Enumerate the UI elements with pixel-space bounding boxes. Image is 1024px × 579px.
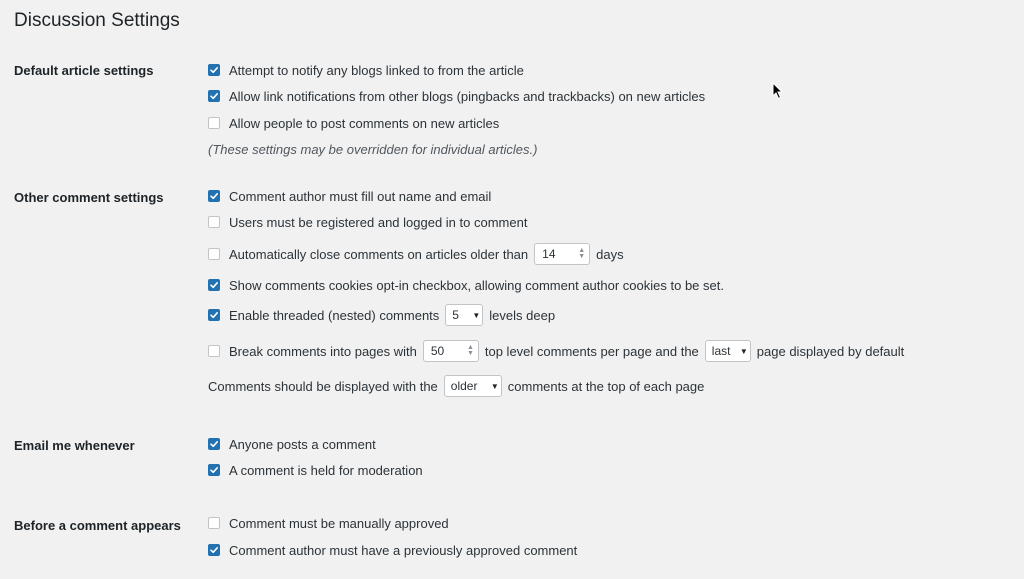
- paginate-page-value: last: [711, 344, 731, 358]
- anyone-posts-checkbox[interactable]: [208, 438, 220, 450]
- checkmark-icon: [209, 465, 219, 475]
- order-value: older: [450, 379, 478, 393]
- auto-close-days-input[interactable]: [534, 243, 590, 265]
- held-moderation-label: A comment is held for moderation: [229, 462, 423, 478]
- allow-comments-option[interactable]: [208, 112, 499, 134]
- checkmark-icon: [209, 191, 219, 201]
- paginate-page-select[interactable]: [705, 340, 751, 362]
- mouse-cursor-icon: [772, 82, 784, 100]
- held-moderation-checkbox[interactable]: [208, 464, 220, 476]
- paginate-count-input[interactable]: [423, 340, 479, 362]
- allow-pingbacks-checkbox[interactable]: [208, 90, 220, 102]
- threaded-checkbox[interactable]: [208, 309, 220, 321]
- section-label-before-appears: Before a comment appears: [14, 518, 181, 533]
- paginate-count-value: 50: [430, 344, 445, 358]
- allow-comments-checkbox[interactable]: [208, 117, 220, 129]
- threaded-label-before: Enable threaded (nested) comments: [229, 307, 440, 323]
- require-registration-checkbox[interactable]: [208, 216, 220, 228]
- anyone-posts-label: Anyone posts a comment: [229, 436, 376, 452]
- threaded-label-after: levels deep: [489, 307, 556, 323]
- checkmark-icon: [209, 280, 219, 290]
- require-registration-option[interactable]: [208, 211, 527, 233]
- order-label-after: comments at the top of each page: [507, 378, 705, 394]
- paginate-label-after: page displayed by default: [756, 343, 905, 359]
- order-option: [208, 375, 704, 397]
- checkmark-icon: [209, 91, 219, 101]
- auto-close-label-before: Automatically close comments on articles older than: [229, 246, 529, 262]
- stepper-icon[interactable]: ▲ ▼: [578, 247, 586, 260]
- held-moderation-option[interactable]: [208, 459, 423, 481]
- allow-comments-label: Allow people to post comments on new articles: [229, 115, 500, 131]
- paginate-option[interactable]: [208, 340, 904, 362]
- order-select[interactable]: [444, 375, 502, 397]
- notify-blogs-label: Attempt to notify any blogs linked to from the article: [229, 62, 524, 78]
- threaded-option[interactable]: [208, 304, 555, 326]
- paginate-label-before: Break comments into pages with: [229, 343, 417, 359]
- auto-close-option[interactable]: [208, 243, 624, 265]
- previously-approved-label: Comment author must have a previously approved comment: [229, 542, 578, 558]
- notify-blogs-checkbox[interactable]: [208, 64, 220, 76]
- page-title: Discussion Settings: [14, 10, 180, 31]
- section-label-default-article: Default article settings: [14, 63, 154, 78]
- threaded-depth-select[interactable]: [445, 304, 483, 326]
- manual-approval-checkbox[interactable]: [208, 517, 220, 529]
- require-name-email-checkbox[interactable]: [208, 190, 220, 202]
- paginate-checkbox[interactable]: [208, 345, 220, 357]
- auto-close-checkbox[interactable]: [208, 248, 220, 260]
- require-name-email-option[interactable]: [208, 185, 491, 207]
- require-registration-label: Users must be registered and logged in to comment: [229, 214, 528, 230]
- chevron-down-icon: ▼: [739, 346, 748, 356]
- allow-pingbacks-label: Allow link notifications from other blogs (pingbacks and trackbacks) on new articles: [229, 88, 706, 104]
- checkmark-icon: [209, 310, 219, 320]
- paginate-label-mid: top level comments per page and the: [484, 343, 699, 359]
- previously-approved-option[interactable]: [208, 539, 577, 561]
- auto-close-label-after: days: [596, 246, 624, 262]
- override-note-text: (These settings may be overridden for individual articles.): [208, 141, 538, 157]
- auto-close-days-value: 14: [542, 247, 556, 261]
- override-note: [208, 138, 537, 160]
- order-label-before: Comments should be displayed with the: [208, 378, 438, 394]
- section-label-other-comment: Other comment settings: [14, 190, 164, 205]
- cookies-optin-checkbox[interactable]: [208, 279, 220, 291]
- manual-approval-label: Comment must be manually approved: [229, 515, 449, 531]
- manual-approval-option[interactable]: [208, 512, 449, 534]
- chevron-down-icon: ▼: [472, 310, 481, 320]
- anyone-posts-option[interactable]: [208, 433, 376, 455]
- allow-pingbacks-option[interactable]: [208, 85, 705, 107]
- section-label-email-me: Email me whenever: [14, 438, 135, 453]
- cookies-optin-label: Show comments cookies opt-in checkbox, allowing comment author cookies to be set.: [229, 277, 724, 293]
- checkmark-icon: [209, 65, 219, 75]
- require-name-email-label: Comment author must fill out name and email: [229, 188, 492, 204]
- checkmark-icon: [209, 439, 219, 449]
- cookies-optin-option[interactable]: [208, 274, 724, 296]
- chevron-down-icon: ▼: [490, 381, 499, 391]
- threaded-depth-value: 5: [452, 308, 459, 322]
- stepper-icon[interactable]: ▲ ▼: [466, 344, 474, 357]
- previously-approved-checkbox[interactable]: [208, 544, 220, 556]
- notify-blogs-option[interactable]: [208, 59, 524, 81]
- checkmark-icon: [209, 545, 219, 555]
